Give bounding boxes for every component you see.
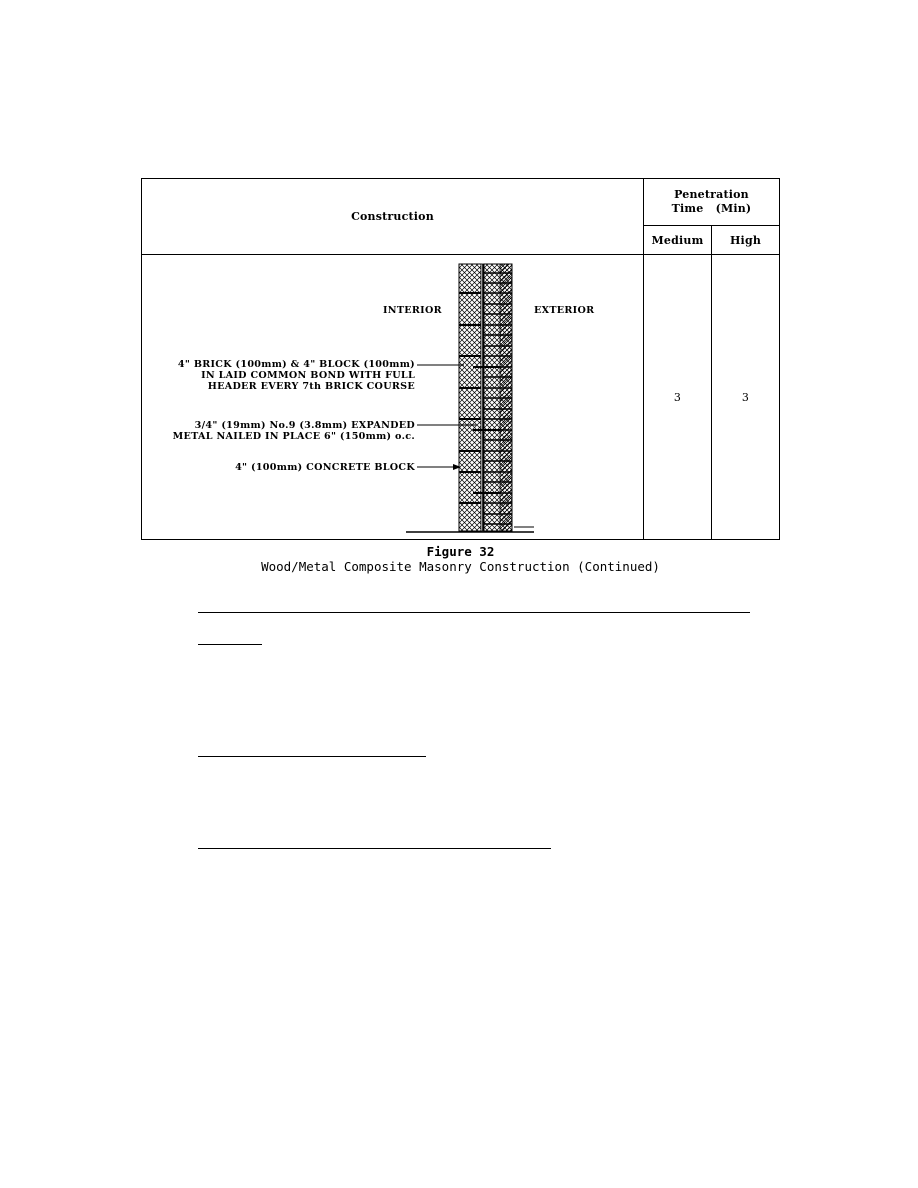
header-medium-label: Medium [651,233,704,247]
text-rule-1 [198,612,750,613]
callout-metal-line2: METAL NAILED IN PLACE 6" (150mm) o.c. [172,431,415,442]
figure-table [141,178,780,540]
wall-section-drawing [142,255,643,541]
header-medium [644,226,712,255]
header-construction-label: Construction [351,210,434,223]
callout-brick-line2: IN LAID COMMON BOND WITH FULL [201,370,415,381]
text-rule-3 [198,756,426,757]
text-rule-4 [198,848,551,849]
text-rule-2 [198,644,262,645]
value-medium-cell [644,255,712,540]
header-penetration-line2: Time (Min) [671,202,752,215]
callout-metal-line1: 3/4" (19mm) No.9 (3.8mm) EXPANDED [194,420,415,431]
label-interior: INTERIOR [383,305,442,316]
callout-metal [173,420,415,442]
header-penetration-time [644,179,780,226]
label-exterior: EXTERIOR [534,305,595,316]
header-penetration-line1: Penetration [674,188,749,201]
callout-brick-line3: HEADER EVERY 7th BRICK COURSE [207,381,415,392]
value-medium: 3 [673,390,682,404]
callout-brick [178,359,415,392]
value-high: 3 [741,390,750,404]
header-high [712,226,780,255]
construction-drawing-cell [142,255,644,540]
figure-title: Figure 32 [426,544,495,559]
value-high-cell [712,255,780,540]
header-high-label: High [729,233,762,247]
header-construction [142,179,644,255]
callout-brick-line1: 4" BRICK (100mm) & 4" BLOCK (100mm) [177,359,415,370]
figure-subtitle: Wood/Metal Composite Masonry Construction (Continued) [261,559,660,574]
callout-block: 4" (100mm) CONCRETE BLOCK [235,462,415,473]
concrete-block-column [459,264,481,531]
